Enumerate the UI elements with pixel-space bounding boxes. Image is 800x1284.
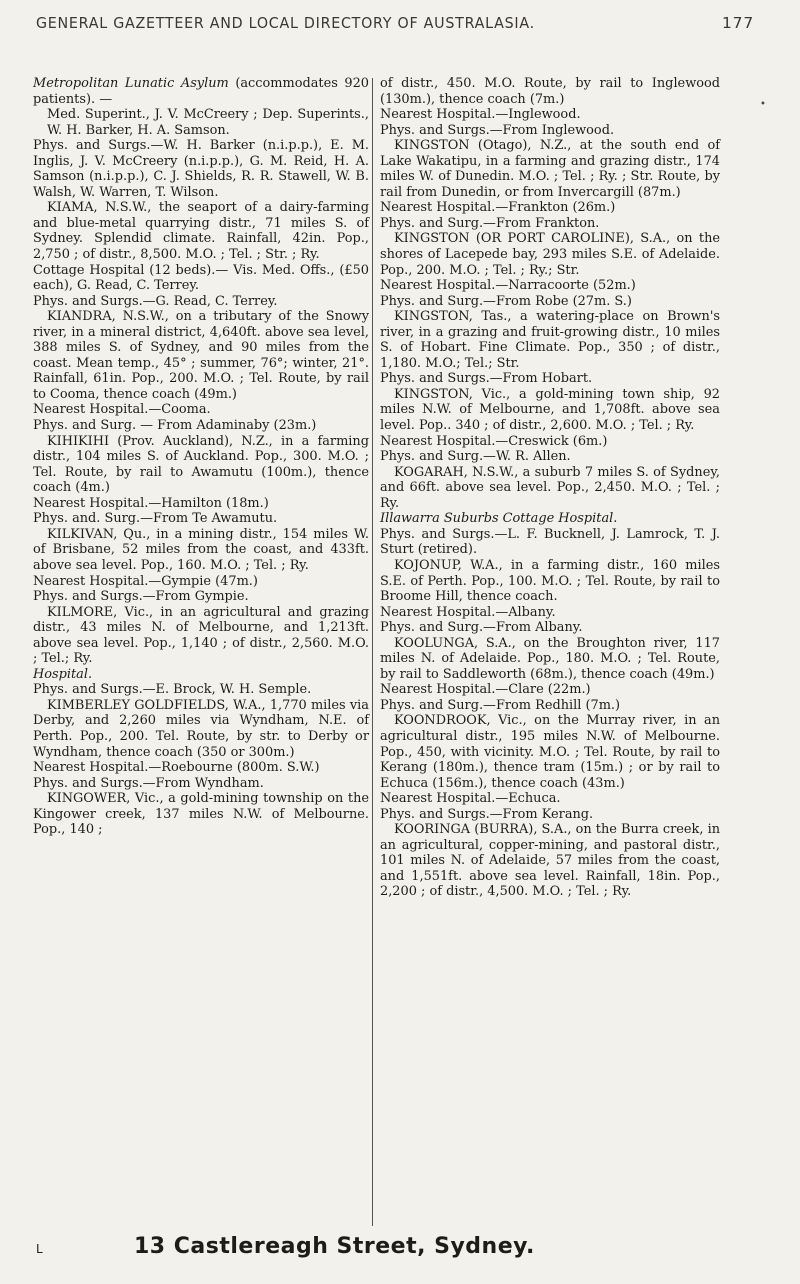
entry-paragraph: Nearest Hospital.—Inglewood. [380, 107, 581, 123]
entry-paragraph: Phys. and Surg.—From Robe (27m. S.) [380, 293, 632, 309]
gazetteer-entry: KINGSTON (Otago), N.Z., at the south end of Lake Wakatipu, in a farming and grazing distr., 174 miles W. of Dunedin. M.O. ; Tel. ; Ry. ; Str. Route, by rail from Dunedin, or from Invercargill (87m.) [380, 138, 720, 200]
page-number: 177 [722, 14, 754, 32]
entry-paragraph: Metropolitan Lunatic Asylum (accommodates 920 patients). — [33, 76, 369, 107]
footer-advertisement: 13 Castlereagh Street, Sydney. [134, 1234, 535, 1259]
entry-paragraph: Phys. and Surg. — From Adaminaby (23m.) [33, 418, 317, 434]
entry-paragraph: Phys. and Surgs.—From Hobart. [380, 371, 593, 387]
gazetteer-entry: KIMBERLEY GOLDFIELDS, W.A., 1,770 miles via Derby, and 2,260 miles via Wyndham, N.E. of Perth. Pop., 200. Tel. Route, by str. to Derby or Wyndham, thence coach (350 or 300m.) [33, 697, 369, 760]
gazetteer-entry: KIAMA, N.S.W., the seaport of a dairy-farming and blue-metal quarrying distr., 71 miles S. of Sydney. Splendid climate. Rainfall, 42in. Pop., 2,750 ; of distr., 8,500. M.O. ; Tel. ; Str. ; Ry. [33, 200, 369, 263]
gazetteer-entry: KOOLUNGA, S.A., on the Broughton river, 117 miles N. of Adelaide. Pop., 180. M.O. ; Tel. Route, by rail to Saddleworth (68m.), thence coach (49m.) [380, 635, 720, 682]
entry-paragraph: Phys. and Surgs.—G. Read, C. Terrey. [33, 293, 278, 309]
entry-paragraph: Nearest Hospital.—Creswick (6m.) [380, 433, 608, 449]
entry-paragraph: Phys. and. Surg.—From Te Awamutu. [33, 511, 278, 527]
entry-paragraph: Nearest Hospital.—Echuca. [380, 791, 561, 807]
column-divider [372, 78, 373, 1226]
entry-paragraph: Nearest Hospital.—Frankton (26m.) [380, 200, 616, 216]
gazetteer-entry: KILMORE, Vic., in an agricultural and grazing distr., 43 miles N. of Melbourne, and 1,213ft. above sea level. Pop., 1,140 ; of distr., 2,560. M.O. ; Tel.; Ry. [33, 604, 369, 667]
gazetteer-entry: KOORINGA (BURRA), S.A., on the Burra creek, in an agricultural, copper-mining, and pastoral distr., 101 miles N. of Adelaide, 57 miles from the coast, and 1,551ft. above sea level. Rainfall, 18in. Pop., 2,200 ; of distr., 4,500. M.O. ; Tel. ; Ry. [380, 822, 720, 900]
entry-paragraph: Nearest Hospital.—Hamilton (18m.) [33, 495, 269, 511]
left-column [33, 76, 369, 838]
entry-paragraph: Phys. and Surgs.—From Gympie. [33, 589, 249, 605]
entry-paragraph: Phys. and Surgs.—L. F. Bucknell, J. Lamrock, T. J. Sturt (retired). [380, 526, 720, 558]
entry-paragraph: Nearest Hospital.—Gympie (47m.) [33, 573, 258, 589]
entry-paragraph: Med. Superint., J. V. McCreery ; Dep. Superints., W. H. Barker, H. A. Samson. [47, 107, 369, 138]
right-column [380, 76, 720, 900]
gazetteer-entry: KINGOWER, Vic., a gold-mining township on the Kingower creek, 137 miles N.W. of Melbourne. Pop., 140 ; [33, 791, 369, 838]
entry-paragraph: Nearest Hospital.—Clare (22m.) [380, 682, 591, 698]
page-footer [0, 1234, 800, 1264]
entry-paragraph: Phys. and Surg.—From Redhill (7m.) [380, 697, 621, 713]
gazetteer-entry: KINGSTON, Vic., a gold-mining town ship, 92 miles N.W. of Melbourne, and 1,708ft. above sea level. Pop.. 340 ; of distr., 2,600. M.O. ; Tel. ; Ry. [380, 386, 720, 434]
margin-mark: • [760, 99, 766, 110]
gazetteer-entry: KOGARAH, N.S.W., a suburb 7 miles S. of Sydney, and 66ft. above sea level. Pop., 2,450. M.O. ; Tel. ; Ry. [380, 464, 720, 511]
gazetteer-entry: KOJONUP, W.A., in a farming distr., 160 miles S.E. of Perth. Pop., 100. M.O. ; Tel. Route, by rail to Broome Hill, thence coach. [380, 557, 720, 605]
signature-letter: L [36, 1242, 43, 1256]
entry-paragraph: Nearest Hospital.—Narracoorte (52m.) [380, 278, 636, 294]
gazetteer-entry: KIHIKIHI (Prov. Auckland), N.Z., in a farming distr., 104 miles S. of Auckland. Pop., 300. M.O. ; Tel. Route, by rail to Awamutu (100m.), thence coach (4m.) [33, 433, 369, 496]
entry-paragraph: Phys. and Surgs.—From Inglewood. [380, 122, 615, 138]
entry-paragraph: Phys. and Surg.—W. R. Allen. [380, 449, 571, 465]
gazetteer-entry: KINGSTON (OR PORT CAROLINE), S.A., on the shores of Lacepede bay, 293 miles S.E. of Adelaide. Pop., 200. M.O. ; Tel. ; Ry.; Str. [380, 231, 720, 278]
entry-paragraph: Nearest Hospital.—Albany. [380, 604, 556, 620]
running-title: GENERAL GAZETTEER AND LOCAL DIRECTORY OF AUSTRALASIA. [36, 14, 535, 32]
entry-paragraph: Cottage Hospital (12 beds).— Vis. Med. Offs., (£50 each), G. Read, C. Terrey. [33, 262, 369, 294]
gazetteer-entry: KINGSTON, Tas., a watering-place on Brown's river, in a grazing and fruit-growing distr., 10 miles S. of Hobart. Fine Climate. Pop., 350 ; of distr., 1,180. M.O.; Tel.; Str. [380, 309, 720, 371]
entry-paragraph: Phys. and Surgs.—W. H. Barker (n.i.p.p.), E. M. Inglis, J. V. McCreery (n.i.p.p.), G. M. Reid, H. A. Samson (n.i.p.p.), C. J. Shields, R. R. Stawell, W. B. Walsh, W. Warren, T. Wilson. [33, 138, 369, 200]
entry-paragraph: Phys. and Surgs.—From Wyndham. [33, 775, 264, 791]
entry-paragraph: Illawarra Suburbs Cottage Hospital. [380, 511, 618, 527]
entry-paragraph: Phys. and Surg.—From Frankton. [380, 215, 600, 231]
entry-paragraph: of distr., 450. M.O. Route, by rail to Inglewood (130m.), thence coach (7m.) [380, 76, 720, 107]
entry-paragraph: Nearest Hospital.—Cooma. [33, 402, 211, 418]
entry-paragraph: Phys. and Surgs.—E. Brock, W. H. Semple. [33, 682, 312, 698]
gazetteer-entry: KILKIVAN, Qu., in a mining distr., 154 miles W. of Brisbane, 52 miles from the coast, and 433ft. above sea level. Pop., 160. M.O. ; Tel. ; Ry. [33, 526, 369, 573]
gazetteer-entry: KIANDRA, N.S.W., on a tributary of the Snowy river, in a mineral district, 4,640ft. above sea level, 388 miles S. of Sydney, and 90 miles from the coast. Mean temp., 45° ; summer, 76°; winter, 21°. Rainfall, 61in. Pop., 200. M.O. ; Tel. Route, by rail to Cooma, thence coach (49m.) [33, 309, 369, 402]
entry-paragraph: Hospital. [33, 666, 93, 682]
entry-paragraph: Nearest Hospital.—Roebourne (800m. S.W.) [33, 760, 320, 776]
gazetteer-entry: KOONDROOK, Vic., on the Murray river, in an agricultural distr., 195 miles N.W. of Melbourne. Pop., 450, with vicinity. M.O. ; Tel. Route, by rail to Kerang (180m.), thence tram (15m.) ; or by rail to Echuca (156m.), thence coach (43m.) [380, 713, 720, 791]
entry-paragraph: Phys. and Surg.—From Albany. [380, 620, 583, 636]
entry-paragraph: Phys. and Surgs.—From Kerang. [380, 806, 594, 822]
